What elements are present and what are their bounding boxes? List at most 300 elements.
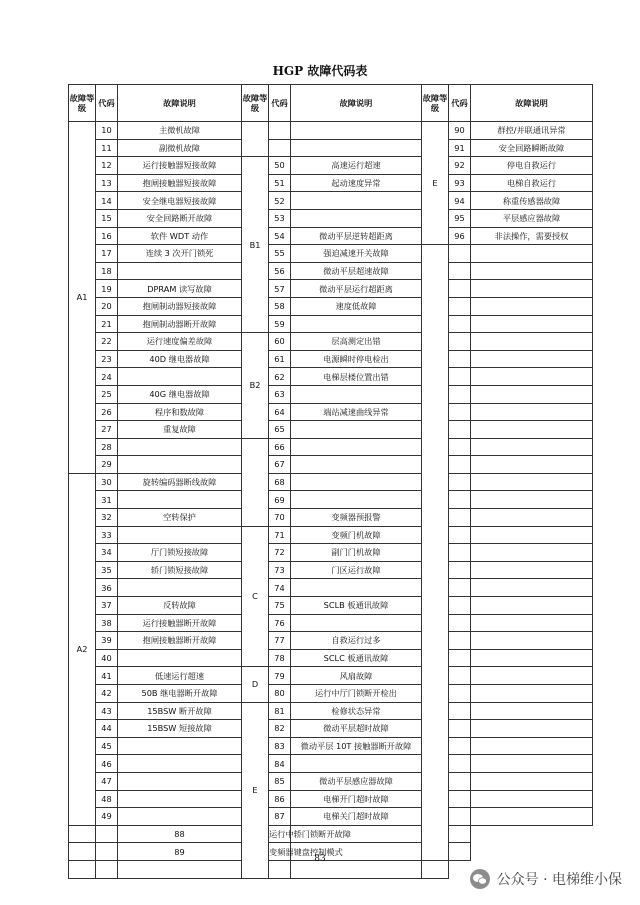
fault-desc-cell: 抱闸制动器短接故障 [118,297,242,315]
table-row [69,632,593,650]
fault-code-cell: 18 [96,262,118,280]
fault-code-cell [449,790,471,808]
table-row [69,227,593,245]
fault-code-cell: 73 [269,561,291,579]
fault-desc-cell [291,315,422,333]
fault-desc-cell [291,139,422,157]
header-desc: 故障说明 [471,85,593,122]
header-level: 故障等级 [422,85,449,122]
fault-code-cell: 39 [96,632,118,650]
fault-code-cell: 27 [96,421,118,439]
fault-code-cell: 65 [269,421,291,439]
fault-code-cell: 36 [96,579,118,597]
fault-desc-cell [118,526,242,544]
fault-desc-cell [118,456,242,474]
fault-code-cell: 95 [449,209,471,227]
header-level: 故障等级 [69,85,96,122]
fault-desc-cell [471,315,593,333]
fault-code-cell: 14 [96,192,118,210]
fault-code-cell: 31 [96,491,118,509]
fault-code-cell: 37 [96,597,118,615]
fault-code-cell: 69 [269,491,291,509]
table-row [69,579,593,597]
fault-desc-cell [471,421,593,439]
fault-code-cell: 13 [96,174,118,192]
fault-desc-cell [471,456,593,474]
fault-code-cell [449,579,471,597]
fault-code-cell: 78 [269,649,291,667]
fault-code-cell: 19 [96,280,118,298]
fault-code-cell [269,122,291,140]
fault-desc-cell: 电梯自救运行 [471,174,593,192]
fault-code-cell: 89 [118,843,242,861]
fault-desc-cell: 自救运行过多 [291,632,422,650]
fault-desc-cell [471,368,593,386]
page-number: 83 [314,854,326,864]
fault-code-cell [449,368,471,386]
fault-desc-cell [471,649,593,667]
fault-code-cell: 48 [96,790,118,808]
fault-desc-cell: 电梯关门超时故障 [291,808,422,826]
table-row [69,385,593,403]
table-row [69,790,593,808]
fault-desc-cell [471,544,593,562]
fault-code-cell: 51 [269,174,291,192]
fault-code-cell: 64 [269,403,291,421]
fault-code-cell: 70 [269,509,291,527]
fault-code-cell [449,632,471,650]
fault-desc-cell: 微动平层感应器故障 [291,772,422,790]
fault-desc-cell: 重复故障 [118,421,242,439]
fault-code-cell: 49 [96,808,118,826]
fault-desc-cell: 副门门机故障 [291,544,422,562]
fault-desc-cell: 风扇故障 [291,667,422,685]
fault-code-cell [449,808,471,826]
fault-desc-cell: 平层感应器故障 [471,209,593,227]
fault-code-cell: 79 [269,667,291,685]
fault-desc-cell: 层高测定出错 [291,333,422,351]
fault-code-cell: 72 [269,544,291,562]
fault-code-cell: 92 [449,157,471,175]
fault-desc-cell: 运行中厅门锁断开检出 [291,685,422,703]
fault-code-cell: 87 [269,808,291,826]
fault-desc-cell: 运行接触器短接故障 [118,157,242,175]
fault-desc-cell: SCLC 板通讯故障 [291,649,422,667]
fault-desc-cell [118,649,242,667]
header-code: 代码 [269,85,291,122]
fault-code-cell [449,403,471,421]
fault-code-table [68,84,593,879]
fault-code-cell: 28 [96,438,118,456]
fault-desc-cell: 电源瞬时停电检出 [291,350,422,368]
table-header-row [69,85,593,122]
fault-desc-cell: 变频器键盘控制模式 [269,843,291,861]
fault-desc-cell [118,438,242,456]
fault-code-cell [449,667,471,685]
fault-code-cell [449,649,471,667]
fault-desc-cell: 强迫减速开关故障 [291,245,422,263]
table-row [69,526,593,544]
fault-code-cell: 90 [449,122,471,140]
header-code: 代码 [96,85,118,122]
fault-desc-cell [291,192,422,210]
fault-code-cell: 32 [96,509,118,527]
fault-desc-cell [291,122,422,140]
table-row [69,209,593,227]
fault-code-cell: 80 [269,685,291,703]
fault-code-cell: 81 [269,702,291,720]
fault-code-cell: 61 [269,350,291,368]
table-row [69,825,593,843]
fault-code-cell: 15 [96,209,118,227]
table-row [69,368,593,386]
fault-desc-cell: 变频器预报警 [291,509,422,527]
fault-level-cell: C [242,526,269,667]
fault-code-cell [449,297,471,315]
fault-desc-cell [471,297,593,315]
fault-desc-cell [291,473,422,491]
table-row [69,614,593,632]
fault-code-cell [449,280,471,298]
fault-desc-cell: 运行中轿门锁断开故障 [269,825,291,843]
fault-desc-cell [471,579,593,597]
fault-desc-cell: 安全继电器短接故障 [118,192,242,210]
fault-code-cell [449,772,471,790]
fault-level-cell: A1 [69,122,96,474]
fault-desc-cell [118,579,242,597]
fault-desc-cell: SCLB 板通讯故障 [291,597,422,615]
fault-code-cell [449,385,471,403]
table-row [69,755,593,773]
fault-desc-cell: 轿门锁短接故障 [118,561,242,579]
fault-desc-cell [471,526,593,544]
table-row [69,456,593,474]
fault-code-cell: 24 [96,368,118,386]
table-row [69,772,593,790]
fault-desc-cell: 起动速度异常 [291,174,422,192]
fault-desc-cell: 停电自救运行 [471,157,593,175]
fault-code-cell: 63 [269,385,291,403]
fault-desc-cell: 电梯层楼位置出错 [291,368,422,386]
table-body [69,122,593,879]
fault-code-cell [449,491,471,509]
fault-code-cell: 26 [96,403,118,421]
watermark [469,868,622,890]
table-row [69,333,593,351]
fault-desc-cell [291,456,422,474]
fault-desc-cell [471,720,593,738]
fault-desc-cell: 安全回路断开故障 [118,209,242,227]
fault-desc-cell: 程序和数故障 [118,403,242,421]
fault-code-cell: 77 [269,632,291,650]
table-row [69,421,593,439]
fault-desc-cell [118,808,242,826]
fault-code-cell: 41 [96,667,118,685]
fault-desc-cell [471,333,593,351]
fault-desc-cell [471,385,593,403]
fault-code-cell: 83 [269,737,291,755]
table-row [69,262,593,280]
fault-code-cell [449,333,471,351]
fault-desc-cell: 反转故障 [118,597,242,615]
fault-code-cell: 44 [96,720,118,738]
header-level: 故障等级 [242,85,269,122]
table-row [69,403,593,421]
fault-code-cell [449,526,471,544]
fault-desc-cell: 40D 继电器故障 [118,350,242,368]
header-desc: 故障说明 [291,85,422,122]
fault-desc-cell [96,825,118,843]
fault-code-cell: 62 [269,368,291,386]
header-code: 代码 [449,85,471,122]
fault-code-cell [449,438,471,456]
fault-desc-cell: 微动平层超速故障 [291,262,422,280]
fault-code-cell: 47 [96,772,118,790]
fault-desc-cell [471,438,593,456]
fault-desc-cell: 旋转编码器断线故障 [118,473,242,491]
fault-desc-cell: 电梯开门超时故障 [291,790,422,808]
fault-desc-cell [118,262,242,280]
fault-desc-cell: 高速运行超速 [291,157,422,175]
fault-desc-cell: 软件 WDT 动作 [118,227,242,245]
fault-level-cell: E [422,122,449,245]
page-title: HGP 故障代码表 [272,64,368,78]
fault-code-cell: 66 [269,438,291,456]
fault-code-cell: 91 [449,139,471,157]
fault-desc-cell [471,772,593,790]
table-row [69,473,593,491]
fault-desc-cell [471,473,593,491]
fault-desc-cell [118,368,242,386]
fault-code-cell: 93 [449,174,471,192]
fault-code-cell: 46 [96,755,118,773]
fault-code-cell: 75 [269,597,291,615]
fault-code-cell: 94 [449,192,471,210]
table-row [69,438,593,456]
fault-code-cell [449,245,471,263]
fault-code-cell: 21 [96,315,118,333]
fault-desc-cell [471,755,593,773]
table-row [69,491,593,509]
fault-desc-cell: 安全回路瞬断故障 [471,139,593,157]
fault-desc-cell [118,772,242,790]
fault-code-cell [449,737,471,755]
fault-desc-cell: 检修状态异常 [291,702,422,720]
fault-desc-cell [291,385,422,403]
fault-desc-cell [471,790,593,808]
table-row [69,544,593,562]
fault-code-cell [449,509,471,527]
fault-desc-cell [118,491,242,509]
fault-desc-cell [471,561,593,579]
fault-code-cell: 59 [269,315,291,333]
fault-level-cell [242,438,269,526]
fault-code-cell: 71 [269,526,291,544]
fault-desc-cell [471,597,593,615]
fault-code-cell: 54 [269,227,291,245]
table-row [69,280,593,298]
fault-code-cell [449,421,471,439]
fault-code-cell: 68 [269,473,291,491]
fault-desc-cell: 抱闸制动器断开故障 [118,315,242,333]
fault-level-cell: B1 [242,157,269,333]
fault-code-cell [449,720,471,738]
fault-code-cell [269,139,291,157]
fault-code-cell: 82 [269,720,291,738]
fault-code-cell [449,702,471,720]
header-desc: 故障说明 [118,85,242,122]
table-row [69,702,593,720]
fault-code-cell [449,614,471,632]
fault-code-cell [449,456,471,474]
fault-desc-cell [118,755,242,773]
fault-desc-cell [291,438,422,456]
table-row [69,297,593,315]
fault-desc-cell [471,685,593,703]
fault-code-cell: 67 [269,456,291,474]
fault-desc-cell [471,632,593,650]
fault-code-cell: 17 [96,245,118,263]
fault-desc-cell: 连续 3 次开门锁死 [118,245,242,263]
fault-desc-cell [471,491,593,509]
table-row [69,245,593,263]
table-row [69,720,593,738]
fault-desc-cell: 变频门机故障 [291,526,422,544]
fault-desc-cell [118,737,242,755]
fault-desc-cell [471,262,593,280]
fault-code-cell: 12 [96,157,118,175]
fault-code-cell [449,262,471,280]
fault-desc-cell: 空转保护 [118,509,242,527]
fault-desc-cell [471,702,593,720]
fault-desc-cell [291,614,422,632]
fault-desc-cell [471,245,593,263]
fault-code-cell: 40 [96,649,118,667]
fault-code-cell: 16 [96,227,118,245]
fault-level-cell: D [242,667,269,702]
fault-code-cell: 84 [269,755,291,773]
fault-desc-cell [291,491,422,509]
fault-desc-cell: 端站减速曲线异常 [291,403,422,421]
table-row [69,157,593,175]
fault-desc-cell: 厅门锁短接故障 [118,544,242,562]
table-row [69,315,593,333]
fault-desc-cell [471,509,593,527]
fault-code-cell: 45 [96,737,118,755]
fault-code-cell: 60 [269,333,291,351]
fault-desc-cell: 主微机故障 [118,122,242,140]
table-row [69,122,593,140]
fault-desc-cell: 抱闸接触器断开故障 [118,632,242,650]
fault-desc-cell [449,825,471,843]
fault-code-cell: 57 [269,280,291,298]
fault-desc-cell: 非法操作，需要授权 [471,227,593,245]
fault-code-cell [449,685,471,703]
fault-desc-cell [471,403,593,421]
fault-code-cell: 85 [269,772,291,790]
fault-code-cell: 30 [96,473,118,491]
fault-desc-cell [118,790,242,808]
fault-code-cell [449,561,471,579]
fault-desc-cell [471,280,593,298]
table-row [69,350,593,368]
fault-code-cell: 20 [96,297,118,315]
fault-desc-cell: 微动平层超时故障 [291,720,422,738]
watermark-text: 公众号 · 电梯维小保 [496,872,622,888]
fault-code-cell: 23 [96,350,118,368]
fault-level-cell: E [242,702,269,878]
fault-code-cell [449,755,471,773]
fault-desc-cell [471,808,593,826]
fault-desc-cell: 15BSW 断开故障 [118,702,242,720]
fault-desc-cell [291,209,422,227]
fault-desc-cell: 速度低故障 [291,297,422,315]
fault-desc-cell: 微动平层 10T 接触器断开故障 [291,737,422,755]
fault-desc-cell: 微动平层逆转超距离 [291,227,422,245]
table-row [69,685,593,703]
table-row [69,561,593,579]
fault-code-cell: 58 [269,297,291,315]
fault-code-cell: 22 [96,333,118,351]
wechat-icon [469,868,491,890]
fault-desc-cell: 抱闸接触器短接故障 [118,174,242,192]
fault-desc-cell [291,579,422,597]
fault-code-cell: 50 [269,157,291,175]
fault-desc-cell [471,667,593,685]
fault-desc-cell: 40G 继电器故障 [118,385,242,403]
fault-desc-cell: 副微机故障 [118,139,242,157]
fault-level-cell: A2 [69,473,96,825]
fault-code-cell [449,473,471,491]
fault-code-cell: 38 [96,614,118,632]
fault-code-cell: 76 [269,614,291,632]
fault-code-cell: 86 [269,790,291,808]
fault-level-cell [422,245,449,861]
fault-desc-cell [291,421,422,439]
fault-code-cell: 11 [96,139,118,157]
table-row [69,509,593,527]
fault-desc-cell [291,755,422,773]
fault-code-cell [449,544,471,562]
fault-code-cell: 42 [96,685,118,703]
fault-code-cell: 88 [118,825,242,843]
fault-code-cell: 10 [96,122,118,140]
fault-desc-cell: 低速运行超速 [118,667,242,685]
fault-desc-cell: 15BSW 短接故障 [118,720,242,738]
table-row [69,192,593,210]
fault-code-cell [449,597,471,615]
fault-code-cell [69,825,96,843]
table-row [69,649,593,667]
table-row [69,667,593,685]
fault-code-cell: 56 [269,262,291,280]
fault-code-cell: 33 [96,526,118,544]
fault-code-cell: 96 [449,227,471,245]
fault-code-cell [449,315,471,333]
table-row [69,808,593,826]
fault-desc-cell: 门区运行故障 [291,561,422,579]
fault-desc-cell: 运行速度偏差故障 [118,333,242,351]
fault-desc-cell: 群控/并联通讯异常 [471,122,593,140]
fault-desc-cell: 称重传感器故障 [471,192,593,210]
table-row [69,139,593,157]
fault-code-cell: 55 [269,245,291,263]
fault-code-cell: 74 [269,579,291,597]
fault-code-cell: 43 [96,702,118,720]
fault-level-cell: B2 [242,333,269,439]
table-row [69,174,593,192]
fault-code-cell: 35 [96,561,118,579]
